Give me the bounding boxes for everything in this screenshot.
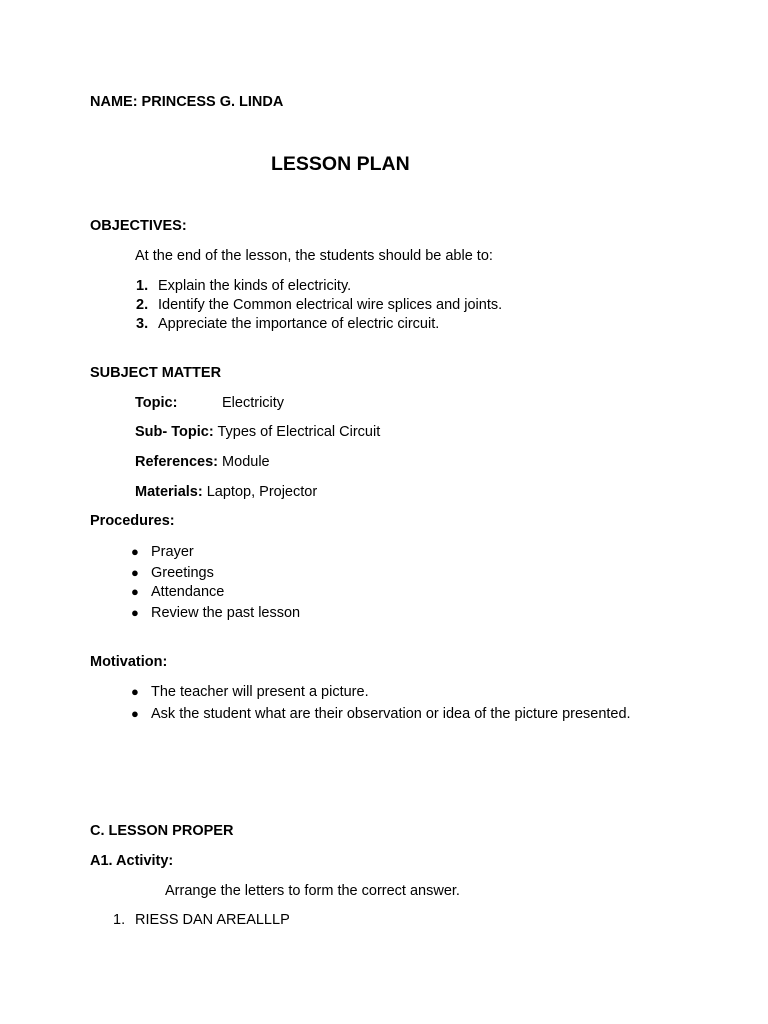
subtopic-row [135,423,380,441]
motivation-text: Ask the student what are their observation or idea of the picture presented. [151,706,631,722]
procedure-text: Attendance [151,584,225,600]
activity-heading: A1. Activity: [90,853,174,869]
motivation-item [131,683,369,701]
motivation-heading: Motivation: [90,654,168,670]
objective-item [136,315,439,333]
activity-number: 1. [113,912,126,928]
objectives-intro: At the end of the lesson, the students should be able to: [135,248,493,264]
procedure-item [131,583,225,601]
motivation-item [131,705,631,723]
procedures-heading: Procedures: [90,513,175,529]
materials-row [135,483,317,501]
activity-instruction: Arrange the letters to form the correct answer. [165,883,460,899]
subtopic-label: Sub- Topic: [135,424,214,440]
materials-label: Materials: [135,484,203,500]
procedure-item [131,564,214,582]
topic-label: Topic: [135,395,178,411]
procedure-item [131,604,301,622]
objective-text: Identify the Common electrical wire splices and joints. [158,297,503,313]
page-title: LESSON PLAN [271,153,410,175]
bullet-icon: ● [131,605,139,620]
procedure-text: Prayer [151,544,194,560]
lesson-proper-heading: C. LESSON PROPER [90,823,234,839]
subject-matter-heading: SUBJECT MATTER [90,365,222,381]
activity-text: RIESS DAN AREALLLP [135,912,290,928]
procedure-item [131,543,194,561]
references-value: Module [222,454,270,470]
objective-item [136,296,502,314]
subtopic-value: Types of Electrical Circuit [217,424,381,440]
bullet-icon: ● [131,584,139,599]
bullet-icon: ● [131,544,139,559]
objective-text: Explain the kinds of electricity. [158,278,352,294]
bullet-icon: ● [131,706,139,721]
name-line: NAME: PRINCESS G. LINDA [90,94,284,110]
objectives-heading: OBJECTIVES: [90,218,187,234]
procedure-text: Greetings [151,565,214,581]
bullet-icon: ● [131,684,139,699]
objective-number: 3. [136,316,149,332]
topic-value: Electricity [222,395,285,411]
topic-row [135,394,284,412]
bullet-icon: ● [131,565,139,580]
objective-number: 2. [136,297,149,313]
objective-text: Appreciate the importance of electric circuit. [158,316,440,332]
objective-number: 1. [136,278,149,294]
references-row [135,453,270,471]
activity-item [113,911,290,929]
objective-item [136,277,351,295]
materials-value: Laptop, Projector [206,484,318,500]
procedure-text: Review the past lesson [151,605,301,621]
references-label: References: [135,454,219,470]
motivation-text: The teacher will present a picture. [151,684,369,700]
